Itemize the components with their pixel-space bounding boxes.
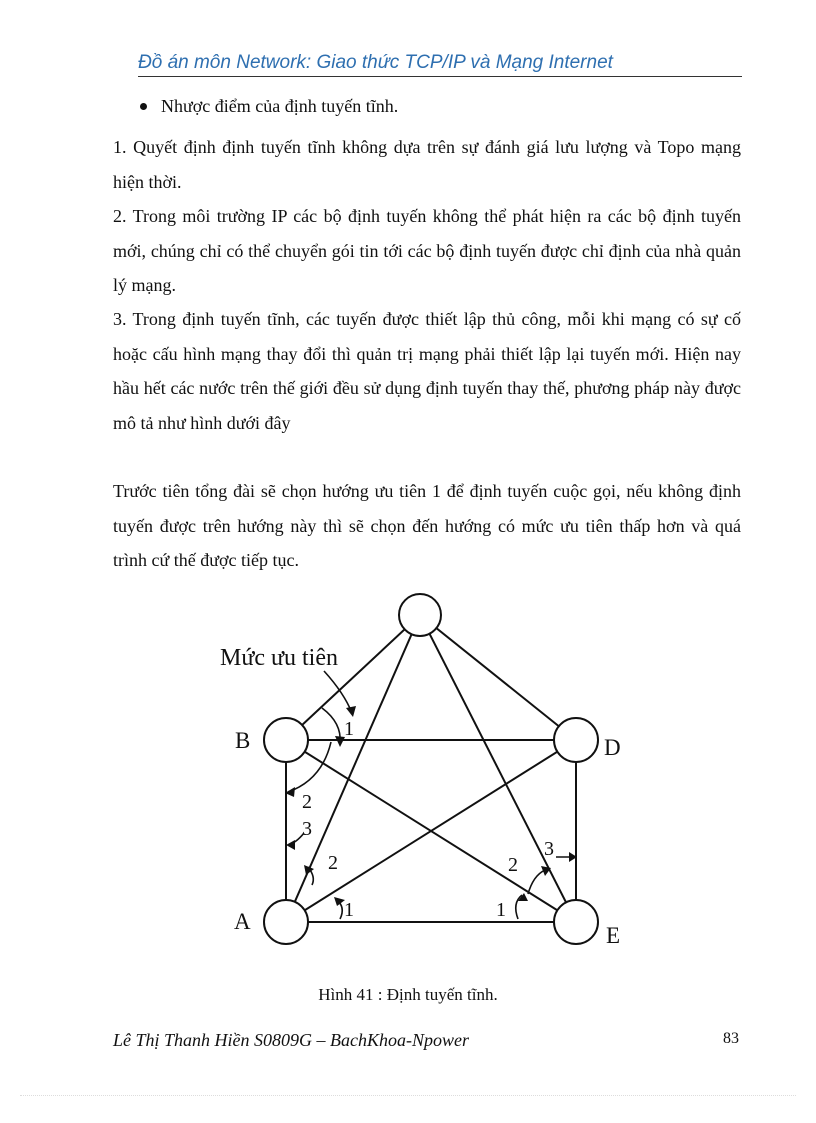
priority-e-3: 3 (544, 838, 554, 860)
header-title: Đồ án môn Network: Giao thức TCP/IP và Mạng Internet (138, 52, 613, 73)
paragraph-4: Trước tiên tổng đài sẽ chọn hướng ưu tiên 1 để định tuyến cuộc gọi, nếu không định tuyến được trên hướng này thì sẽ chọn đến hướng có mức ưu tiên thấp hơn và quá trình cứ thế được tiếp tục. (113, 481, 741, 570)
node-top-circle (399, 594, 441, 636)
arrowhead-pointer-icon (346, 706, 356, 717)
link-top-e (420, 615, 576, 922)
node-e-circle (554, 900, 598, 944)
paragraph-2: 2. Trong môi trường IP các bộ định tuyến không thể phát hiện ra các bộ định tuyến mới, chúng chỉ có thể chuyển gói tin tới các bộ định tuyến được chỉ định của nhà quản lý mạng. (113, 206, 741, 295)
node-e-label: E (606, 923, 621, 948)
node-b-label: B (235, 728, 251, 753)
priority-b-3: 3 (302, 818, 312, 840)
page-header (138, 52, 742, 77)
footer-author: Lê Thị Thanh Hiền S0809G – BachKhoa-Npower (113, 1030, 470, 1050)
bullet-dot-icon (140, 103, 147, 110)
priority-e-2: 2 (508, 854, 518, 876)
node-a-circle (264, 900, 308, 944)
bullet-item (140, 96, 398, 117)
bullet-text: Nhược điểm của định tuyến tĩnh. (161, 96, 399, 116)
arrowhead-b-3-icon (286, 840, 295, 850)
priority-e-1: 1 (496, 899, 506, 921)
priority-a-1: 1 (344, 899, 354, 921)
routing-diagram-svg (200, 585, 640, 965)
node-a-label: A (234, 909, 251, 934)
priority-b-2: 2 (302, 791, 312, 813)
priority-b-1: 1 (344, 718, 354, 740)
node-b-circle (264, 718, 308, 762)
node-d-label: D (604, 735, 621, 760)
paragraph-1: 1. Quyết định định tuyến tĩnh không dựa trên sự đánh giá lưu lượng và Topo mạng hiện thời. (113, 137, 741, 192)
paragraph-3: 3. Trong định tuyến tĩnh, các tuyến được thiết lập thủ công, mỗi khi mạng có sự cố hoặc cấu hình mạng thay đổi thì quản trị mạng phải thiết lập lại tuyến mới. Hiện nay hầu hết các nước trên thế giới đều sử dụng định tuyến thay thế, phương pháp này được mô tả như hình dưới đây (113, 309, 741, 433)
page-bottom-divider (20, 1095, 796, 1096)
page-number: 83 (723, 1030, 739, 1047)
node-d-circle (554, 718, 598, 762)
priority-label: Mức ưu tiên (220, 645, 338, 671)
figure-caption: Hình 41 : Định tuyến tĩnh. (318, 985, 498, 1004)
routing-diagram (200, 585, 640, 965)
link-top-d (420, 615, 576, 740)
priority-a-2: 2 (328, 852, 338, 874)
